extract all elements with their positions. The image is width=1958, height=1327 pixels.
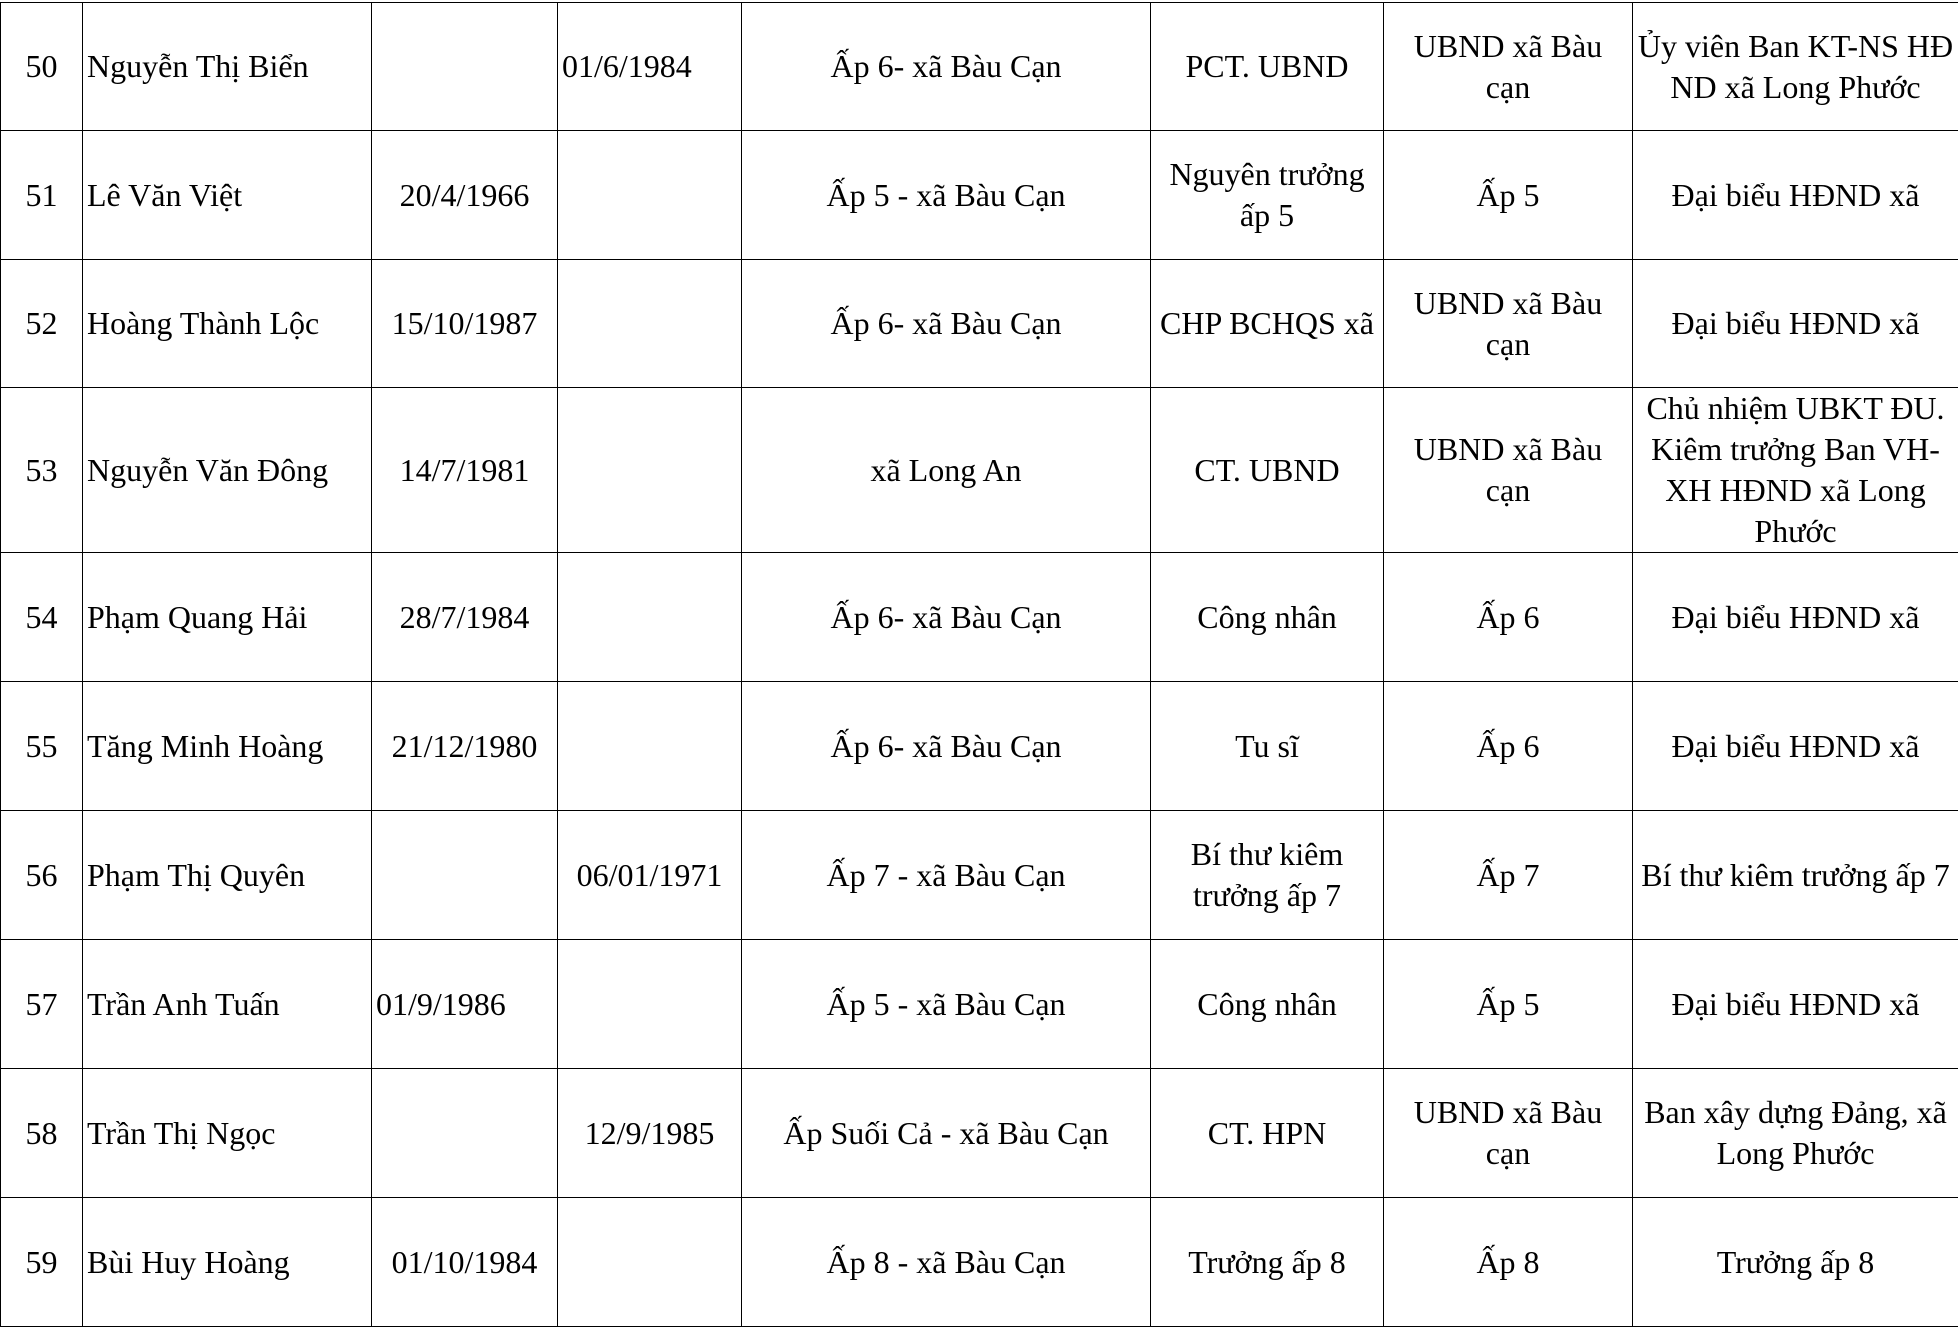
male-birth-date: 01/10/1984: [372, 1198, 558, 1327]
row-number: 50: [1, 3, 83, 131]
full-name: Trần Thị Ngọc: [83, 1069, 372, 1198]
address: Ấp 7 - xã Bàu Cạn: [742, 811, 1151, 940]
note: Ban xây dựng Đảng, xã Long Phước: [1633, 1069, 1958, 1198]
note: Đại biểu HĐND xã: [1633, 553, 1958, 682]
note: Chủ nhiệm UBKT ĐU. Kiêm trưởng Ban VH-XH HĐND xã Long Phước: [1633, 388, 1958, 553]
address: Ấp 5 - xã Bàu Cạn: [742, 940, 1151, 1069]
row-number: 52: [1, 260, 83, 388]
note: Ủy viên Ban KT-NS HĐ ND xã Long Phước: [1633, 3, 1958, 131]
row-number: 53: [1, 388, 83, 553]
row-number: 59: [1, 1198, 83, 1327]
female-birth-date: 12/9/1985: [558, 1069, 742, 1198]
full-name: Nguyễn Văn Đông: [83, 388, 372, 553]
male-birth-date: [372, 811, 558, 940]
full-name: Nguyễn Thị Biển: [83, 3, 372, 131]
note: Đại biểu HĐND xã: [1633, 260, 1958, 388]
position: Công nhân: [1151, 940, 1384, 1069]
female-birth-date: [558, 260, 742, 388]
table-row: [1, 1069, 1958, 1198]
workplace: Ấp 7: [1384, 811, 1633, 940]
table-row: [1, 1198, 1958, 1327]
table-row: [1, 388, 1958, 553]
table-row: [1, 3, 1958, 131]
address: Ấp Suối Cả - xã Bàu Cạn: [742, 1069, 1151, 1198]
table-row: [1, 131, 1958, 260]
table-row: [1, 553, 1958, 682]
position: CT. HPN: [1151, 1069, 1384, 1198]
position: Tu sĩ: [1151, 682, 1384, 811]
full-name: Tăng Minh Hoàng: [83, 682, 372, 811]
workplace: UBND xã Bàu cạn: [1384, 1069, 1633, 1198]
full-name: Phạm Quang Hải: [83, 553, 372, 682]
female-birth-date: [558, 682, 742, 811]
table-row: [1, 260, 1958, 388]
full-name: Lê Văn Việt: [83, 131, 372, 260]
candidate-table: [0, 2, 1958, 1327]
note: Trưởng ấp 8: [1633, 1198, 1958, 1327]
workplace: UBND xã Bàu cạn: [1384, 260, 1633, 388]
row-number: 57: [1, 940, 83, 1069]
row-number: 55: [1, 682, 83, 811]
table-row: [1, 940, 1958, 1069]
position: PCT. UBND: [1151, 3, 1384, 131]
male-birth-date: 28/7/1984: [372, 553, 558, 682]
male-birth-date: 14/7/1981: [372, 388, 558, 553]
workplace: Ấp 6: [1384, 553, 1633, 682]
position: CHP BCHQS xã: [1151, 260, 1384, 388]
male-birth-date: 01/9/1986: [372, 940, 558, 1069]
female-birth-date: [558, 940, 742, 1069]
female-birth-date: 01/6/1984: [558, 3, 742, 131]
female-birth-date: [558, 553, 742, 682]
row-number: 54: [1, 553, 83, 682]
position: CT. UBND: [1151, 388, 1384, 553]
female-birth-date: [558, 1198, 742, 1327]
row-number: 58: [1, 1069, 83, 1198]
male-birth-date: 20/4/1966: [372, 131, 558, 260]
full-name: Trần Anh Tuấn: [83, 940, 372, 1069]
position: Trưởng ấp 8: [1151, 1198, 1384, 1327]
full-name: Phạm Thị Quyên: [83, 811, 372, 940]
address: Ấp 6- xã Bàu Cạn: [742, 260, 1151, 388]
female-birth-date: [558, 388, 742, 553]
address: Ấp 8 - xã Bàu Cạn: [742, 1198, 1151, 1327]
row-number: 51: [1, 131, 83, 260]
address: Ấp 6- xã Bàu Cạn: [742, 682, 1151, 811]
table-row: [1, 811, 1958, 940]
note: Bí thư kiêm trưởng ấp 7: [1633, 811, 1958, 940]
workplace: UBND xã Bàu cạn: [1384, 3, 1633, 131]
full-name: Bùi Huy Hoàng: [83, 1198, 372, 1327]
note: Đại biểu HĐND xã: [1633, 131, 1958, 260]
workplace: Ấp 5: [1384, 131, 1633, 260]
position: Nguyên trưởng ấp 5: [1151, 131, 1384, 260]
address: Ấp 5 - xã Bàu Cạn: [742, 131, 1151, 260]
male-birth-date: 15/10/1987: [372, 260, 558, 388]
address: xã Long An: [742, 388, 1151, 553]
note: Đại biểu HĐND xã: [1633, 682, 1958, 811]
female-birth-date: [558, 131, 742, 260]
full-name: Hoàng Thành Lộc: [83, 260, 372, 388]
note: Đại biểu HĐND xã: [1633, 940, 1958, 1069]
table-row: [1, 682, 1958, 811]
position: Công nhân: [1151, 553, 1384, 682]
workplace: Ấp 5: [1384, 940, 1633, 1069]
row-number: 56: [1, 811, 83, 940]
workplace: Ấp 6: [1384, 682, 1633, 811]
male-birth-date: [372, 3, 558, 131]
male-birth-date: 21/12/1980: [372, 682, 558, 811]
workplace: UBND xã Bàu cạn: [1384, 388, 1633, 553]
male-birth-date: [372, 1069, 558, 1198]
female-birth-date: 06/01/1971: [558, 811, 742, 940]
workplace: Ấp 8: [1384, 1198, 1633, 1327]
position: Bí thư kiêm trưởng ấp 7: [1151, 811, 1384, 940]
address: Ấp 6- xã Bàu Cạn: [742, 3, 1151, 131]
address: Ấp 6- xã Bàu Cạn: [742, 553, 1151, 682]
